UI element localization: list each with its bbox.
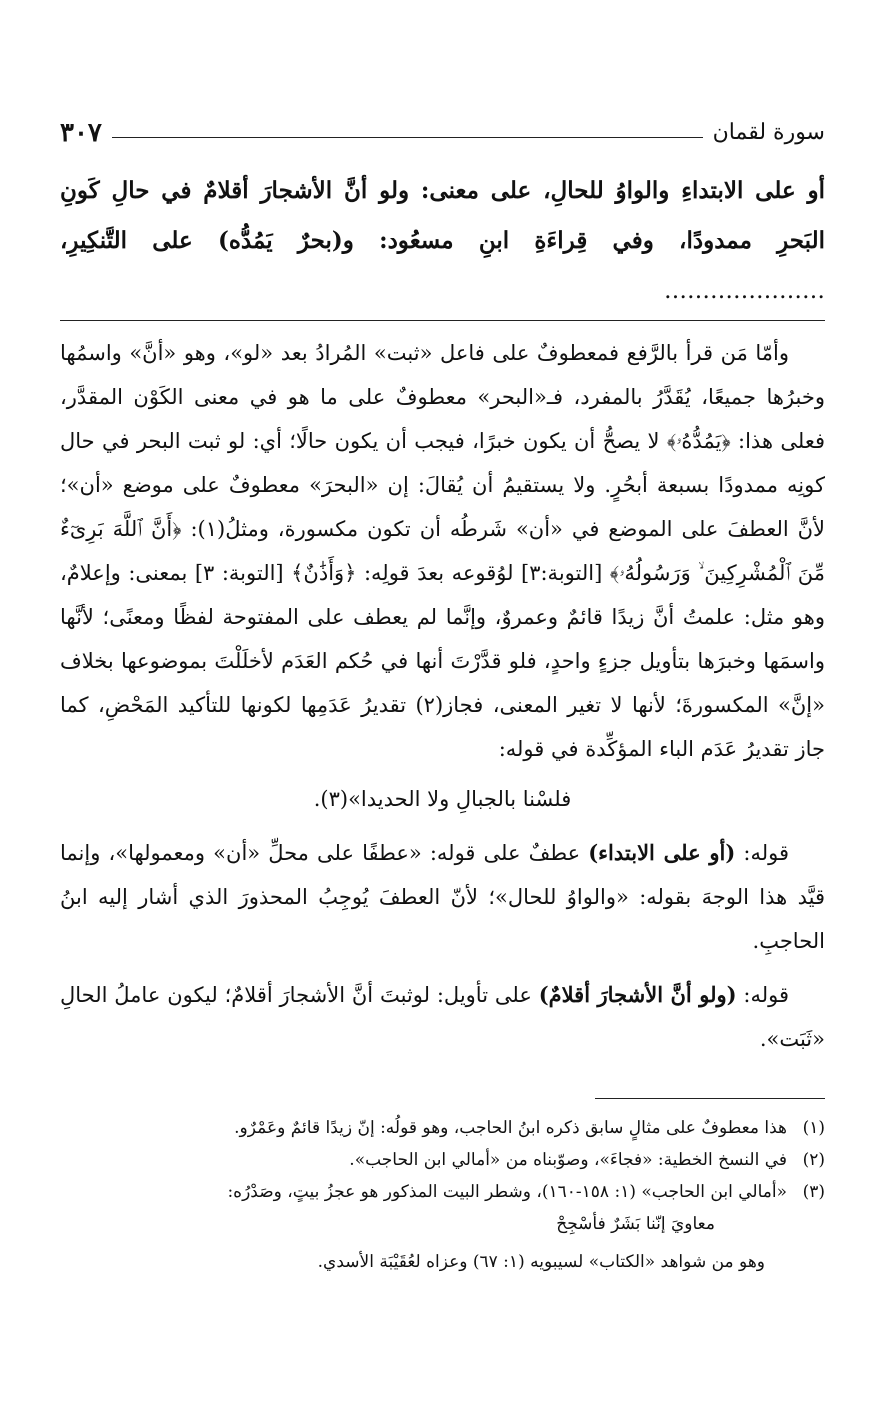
p2-lead: قوله:: [735, 841, 789, 865]
footnote-text: هذا معطوفٌ على مثالٍ سابق ذكره ابنُ الحاجب، وهو قولُه: إنّ زيدًا قائمٌ وعَمْرٌو.: [234, 1118, 787, 1138]
footnote-3-continuation: وهو من شواهد «الكتاب» لسيبويه (١: ٦٧) وعزاه لعُقَيْبَة الأسدي.: [317, 1252, 765, 1272]
footnote-text: «أمالي ابن الحاجب» (١: ١٥٨-١٦٠)، وشطر البيت المذكور هو عجزُ بيتٍ، وصَدْرُه:: [227, 1182, 787, 1202]
footnote-3: [60, 1176, 825, 1208]
p3-lead: قوله:: [736, 983, 790, 1007]
footnote-2: [60, 1144, 825, 1176]
commentary: [60, 331, 825, 1061]
matn-text: [60, 166, 825, 316]
surah-title: سورة لقمان: [712, 120, 825, 145]
page-number: ٣٠٧: [60, 118, 102, 148]
footnotes: [60, 1112, 825, 1278]
p2-quote: (أو على الابتداء): [588, 840, 736, 865]
footnote-number: (٣): [802, 1182, 825, 1202]
matn-separator: [60, 320, 825, 321]
footnote-1: [60, 1112, 825, 1144]
p3-rest: على تأويل: لوثبتَ أنَّ الأشجارَ أقلامٌ؛ ليكون عاملُ الحالِ «ثَبَت».: [60, 983, 825, 1051]
matn-body: أو على الابتداءِ والواوُ للحالِ، على معنى: ولو أنَّ الأشجارَ أقلامٌ في حالِ كَونِ البَحرِ ممدودًا، وفي قِراءَةِ ابنِ مسعُود: و(بحرٌ يَمُدُّه) على التَّنكِيرِ،: [60, 177, 825, 254]
commentary-paragraph-1: وأمّا مَن قرأ بالرَّفع فمعطوفٌ على فاعل «ثبت» المُرادُ بعد «لو»، وهو «أنَّ» واسمُها وخبرُها جميعًا، يُقَدَّرُ بالمفرد، فـ«البحر» معطوفٌ على ما هو في معنى الكَوْن المقدَّر، فعلى هذا: ﴿يَمُدُّهُۥ﴾ لا يصحُّ أن يكون خبرًا، فيجب أن يكون حالًا؛ أي: لو ثبت البحر في حال كونِه ممدودًا بسبعة أبحُرٍ. ولا يستقيمُ أن يُقالَ: إن «البحرَ» معطوفٌ على موضع «أن»؛ لأنَّ العطفَ على الموضع في «أن» شَرطُه أن تكون مكسورة، ومثلُ(١): ﴿أَنَّ ٱللَّهَ بَرِىٓءٌ مِّنَ ٱلْمُشْرِكِينَ ۙ وَرَسُولُهُۥ﴾ [التوبة:٣] لوُقوعه بعدَ قولِه: ﴿وَأَذَٰنٌ﴾ [التوبة: ٣] بمعنى: وإعلامٌ، وهو مثل: علمتُ أنَّ زيدًا قائمٌ وعمروٌ، وإنَّما لم يعطف على المفتوحة لفظًا ومعنًى؛ لأنَّها واسمَها وخبرَها بتأويل جزءٍ واحدٍ، فلو قدَّرْتَ أنها في حُكم العَدَم لأخلَلْتَ بموضوعها بخلاف «إنَّ» المكسورةَ؛ لأنها لا تغير المعنى، فجاز(٢) تقديرُ عَدَمِها لكونها للتأكيد المَحْضِ، كما جاز تقديرُ عَدَم الباء المؤكِّدة في قوله:: [60, 341, 825, 761]
page-content: [60, 100, 825, 1061]
footnote-number: (٢): [802, 1150, 825, 1170]
commentary-paragraph-3: [60, 973, 825, 1061]
poetry-verse: فلسْنا بالجبالِ ولا الحديدا»(٣).: [313, 787, 572, 811]
footnote-text: في النسخ الخطية: «فجاءَ»، وصوّبناه من «أمالي ابن الحاجب».: [349, 1150, 787, 1170]
matn-dots: …………………: [664, 278, 825, 304]
commentary-paragraph-2: [60, 831, 825, 963]
p3-quote: (ولو أنَّ الأشجارَ أقلامٌ): [538, 982, 737, 1007]
footnote-separator: [595, 1098, 825, 1099]
footnote-3-verse: معاويَ إنّنا بَشَرٌ فأسْجِحْ: [556, 1214, 715, 1234]
running-header: [60, 100, 825, 148]
p2-rest: عطفٌ على قوله: «عطفًا على محلِّ «أن» ومعمولها»، وإنما قيَّد هذا الوجهَ بقوله: «والواوُ للحال»؛ لأنّ العطفَ يُوجِبُ المحذورَ الذي أشار إليه ابنُ الحاجبِ.: [60, 841, 825, 953]
header-rule: [112, 137, 703, 138]
footnote-number: (١): [802, 1118, 825, 1138]
